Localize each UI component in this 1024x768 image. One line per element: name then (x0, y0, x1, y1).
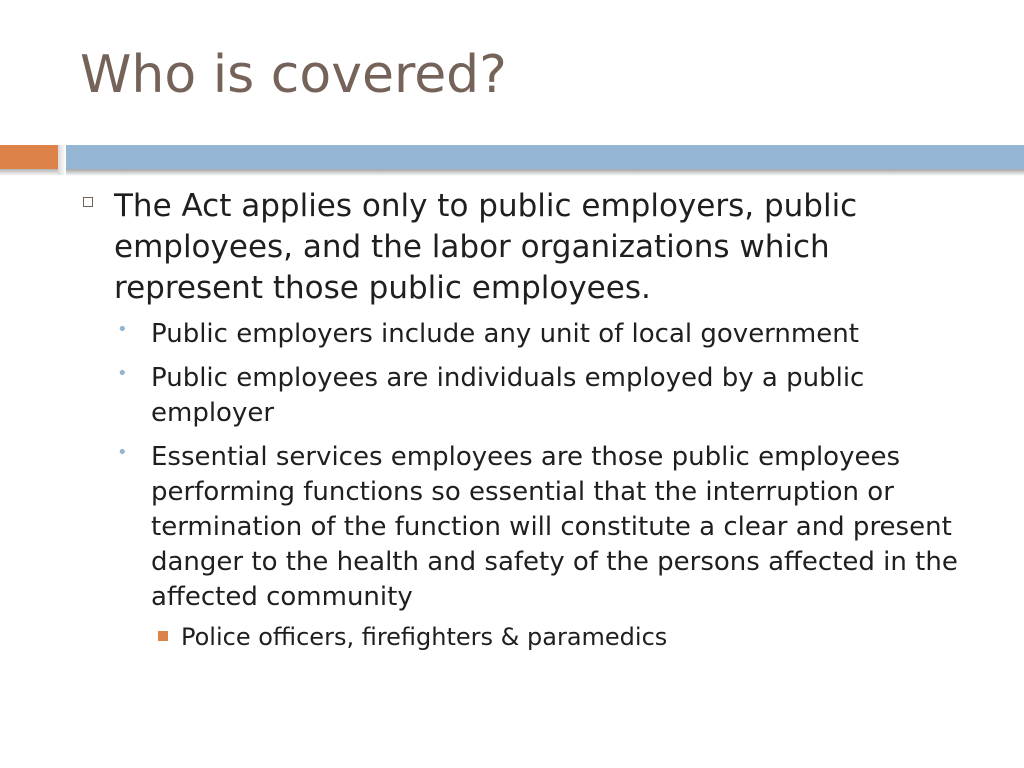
bullet-level-2 (80, 361, 980, 431)
bullet-text: Police officers, firefighters & paramedics (181, 623, 668, 651)
slide-content (80, 186, 980, 653)
dot-bullet-icon: • (117, 363, 128, 384)
accent-bar-shadow (66, 169, 1024, 176)
bullet-level-2 (80, 317, 980, 352)
bullet-level-1 (80, 186, 980, 309)
dot-bullet-icon: • (117, 319, 128, 340)
accent-bar-shadow-left (0, 169, 58, 176)
bullet-text: Essential services employees are those public employees performing functions so essential that the interruption or termination of the function will constitute a clear and present danger to the health and safety of the persons affected in the affected community (151, 442, 958, 612)
bullet-text: Public employers include any unit of local government (151, 319, 859, 349)
bullet-level-3 (80, 621, 980, 653)
accent-bar-divider (58, 145, 66, 175)
bullet-text: Public employees are individuals employed by a public employer (151, 363, 865, 428)
dot-bullet-icon: • (117, 442, 128, 463)
accent-bar-blue (66, 145, 1024, 169)
slide-title: Who is covered? (80, 45, 507, 105)
accent-bar-orange (0, 145, 58, 169)
bullet-level-2 (80, 440, 980, 615)
hollow-square-bullet-icon (83, 197, 93, 207)
bullet-text: The Act applies only to public employers, public employees, and the labor organizations which represent those public employees. (114, 188, 858, 306)
filled-square-bullet-icon (158, 631, 168, 641)
